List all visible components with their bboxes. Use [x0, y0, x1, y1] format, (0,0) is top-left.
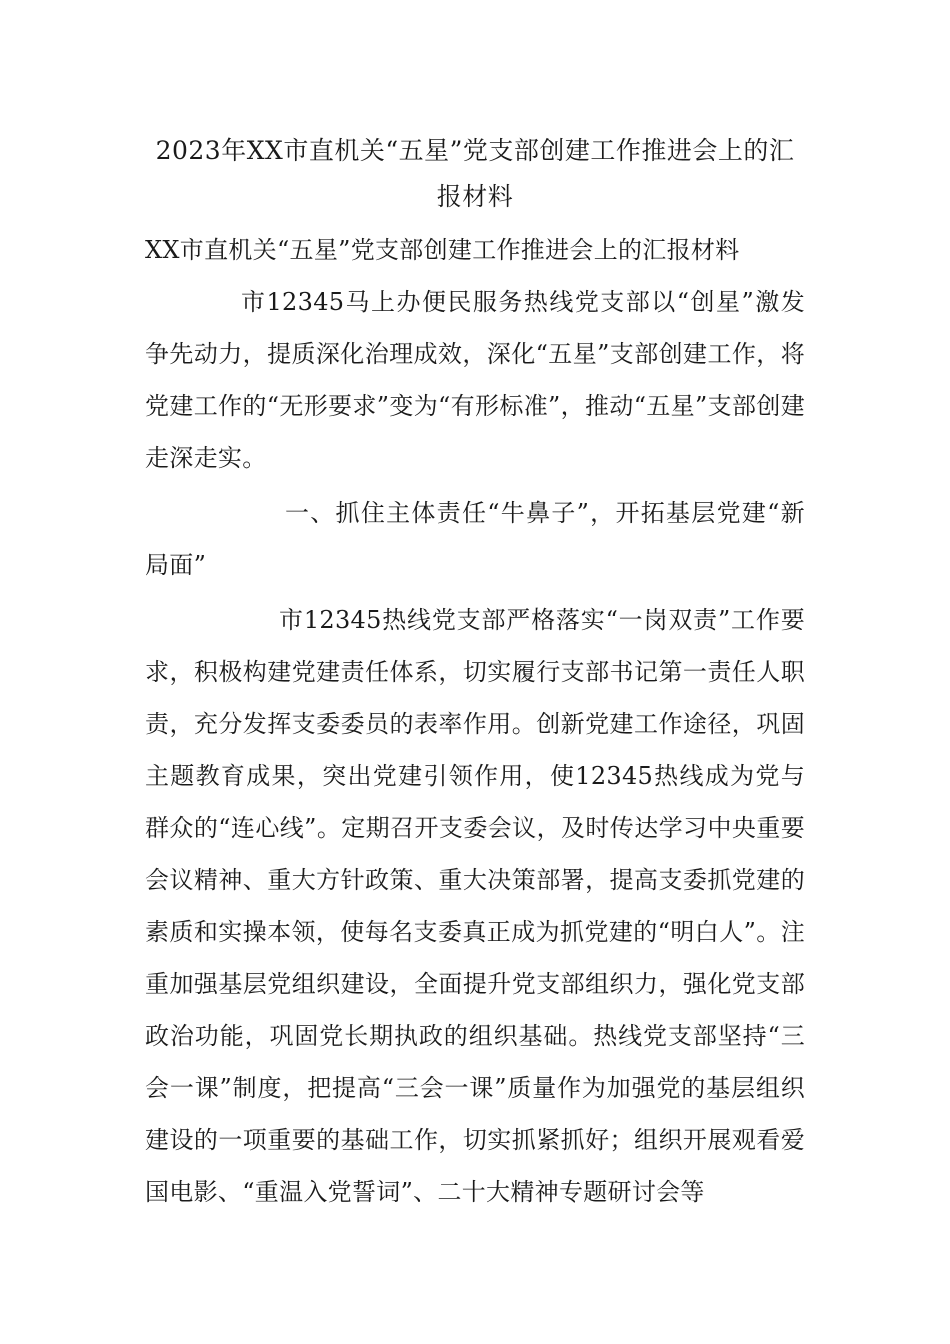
document-title: 2023年XX市直机关“五星”党支部创建工作推进会上的汇报材料 [155, 136, 795, 211]
section-1-body-paragraph: 市12345热线党支部严格落实“一岗双责”工作要求，积极构建党建责任体系，切实履行支部书记第一责任人职责，充分发挥支委委员的表率作用。创新党建工作途径，巩固主题教育成果，突出党建引领作用，使12345热线成为党与群众的“连心线”。定期召开支委会议，及时传达学习中央重要会议精神、重大方针政策、重大决策部署，提高支委抓党建的素质和实操本领，使每名支委真正成为抓党建的“明白人”。注重加强基层党组织建设，全面提升党支部组织力，强化党支部政治功能，巩固党长期执政的组织基础。热线党支部坚持“三会一课”制度，把提高“三会一课”质量作为加强党的基层组织建设的一项重要的基础工作，切实抓紧抓好；组织开展观看爱国电影、“重温入党誓词”、二十大精神专题研讨会等 [145, 606, 805, 1206]
document-subtitle: XX市直机关“五星”党支部创建工作推进会上的汇报材料 [145, 236, 740, 264]
section-1-heading: 一、抓住主体责任“牛鼻子”，开拓基层党建“新局面” [145, 499, 805, 579]
document-body [145, 128, 805, 1218]
intro-paragraph: 市12345马上办便民服务热线党支部以“创星”激发争先动力，提质深化治理成效，深化“五星”支部创建工作，将党建工作的“无形要求”变为“有形标准”，推动“五星”支部创建走深走实。 [145, 288, 805, 472]
